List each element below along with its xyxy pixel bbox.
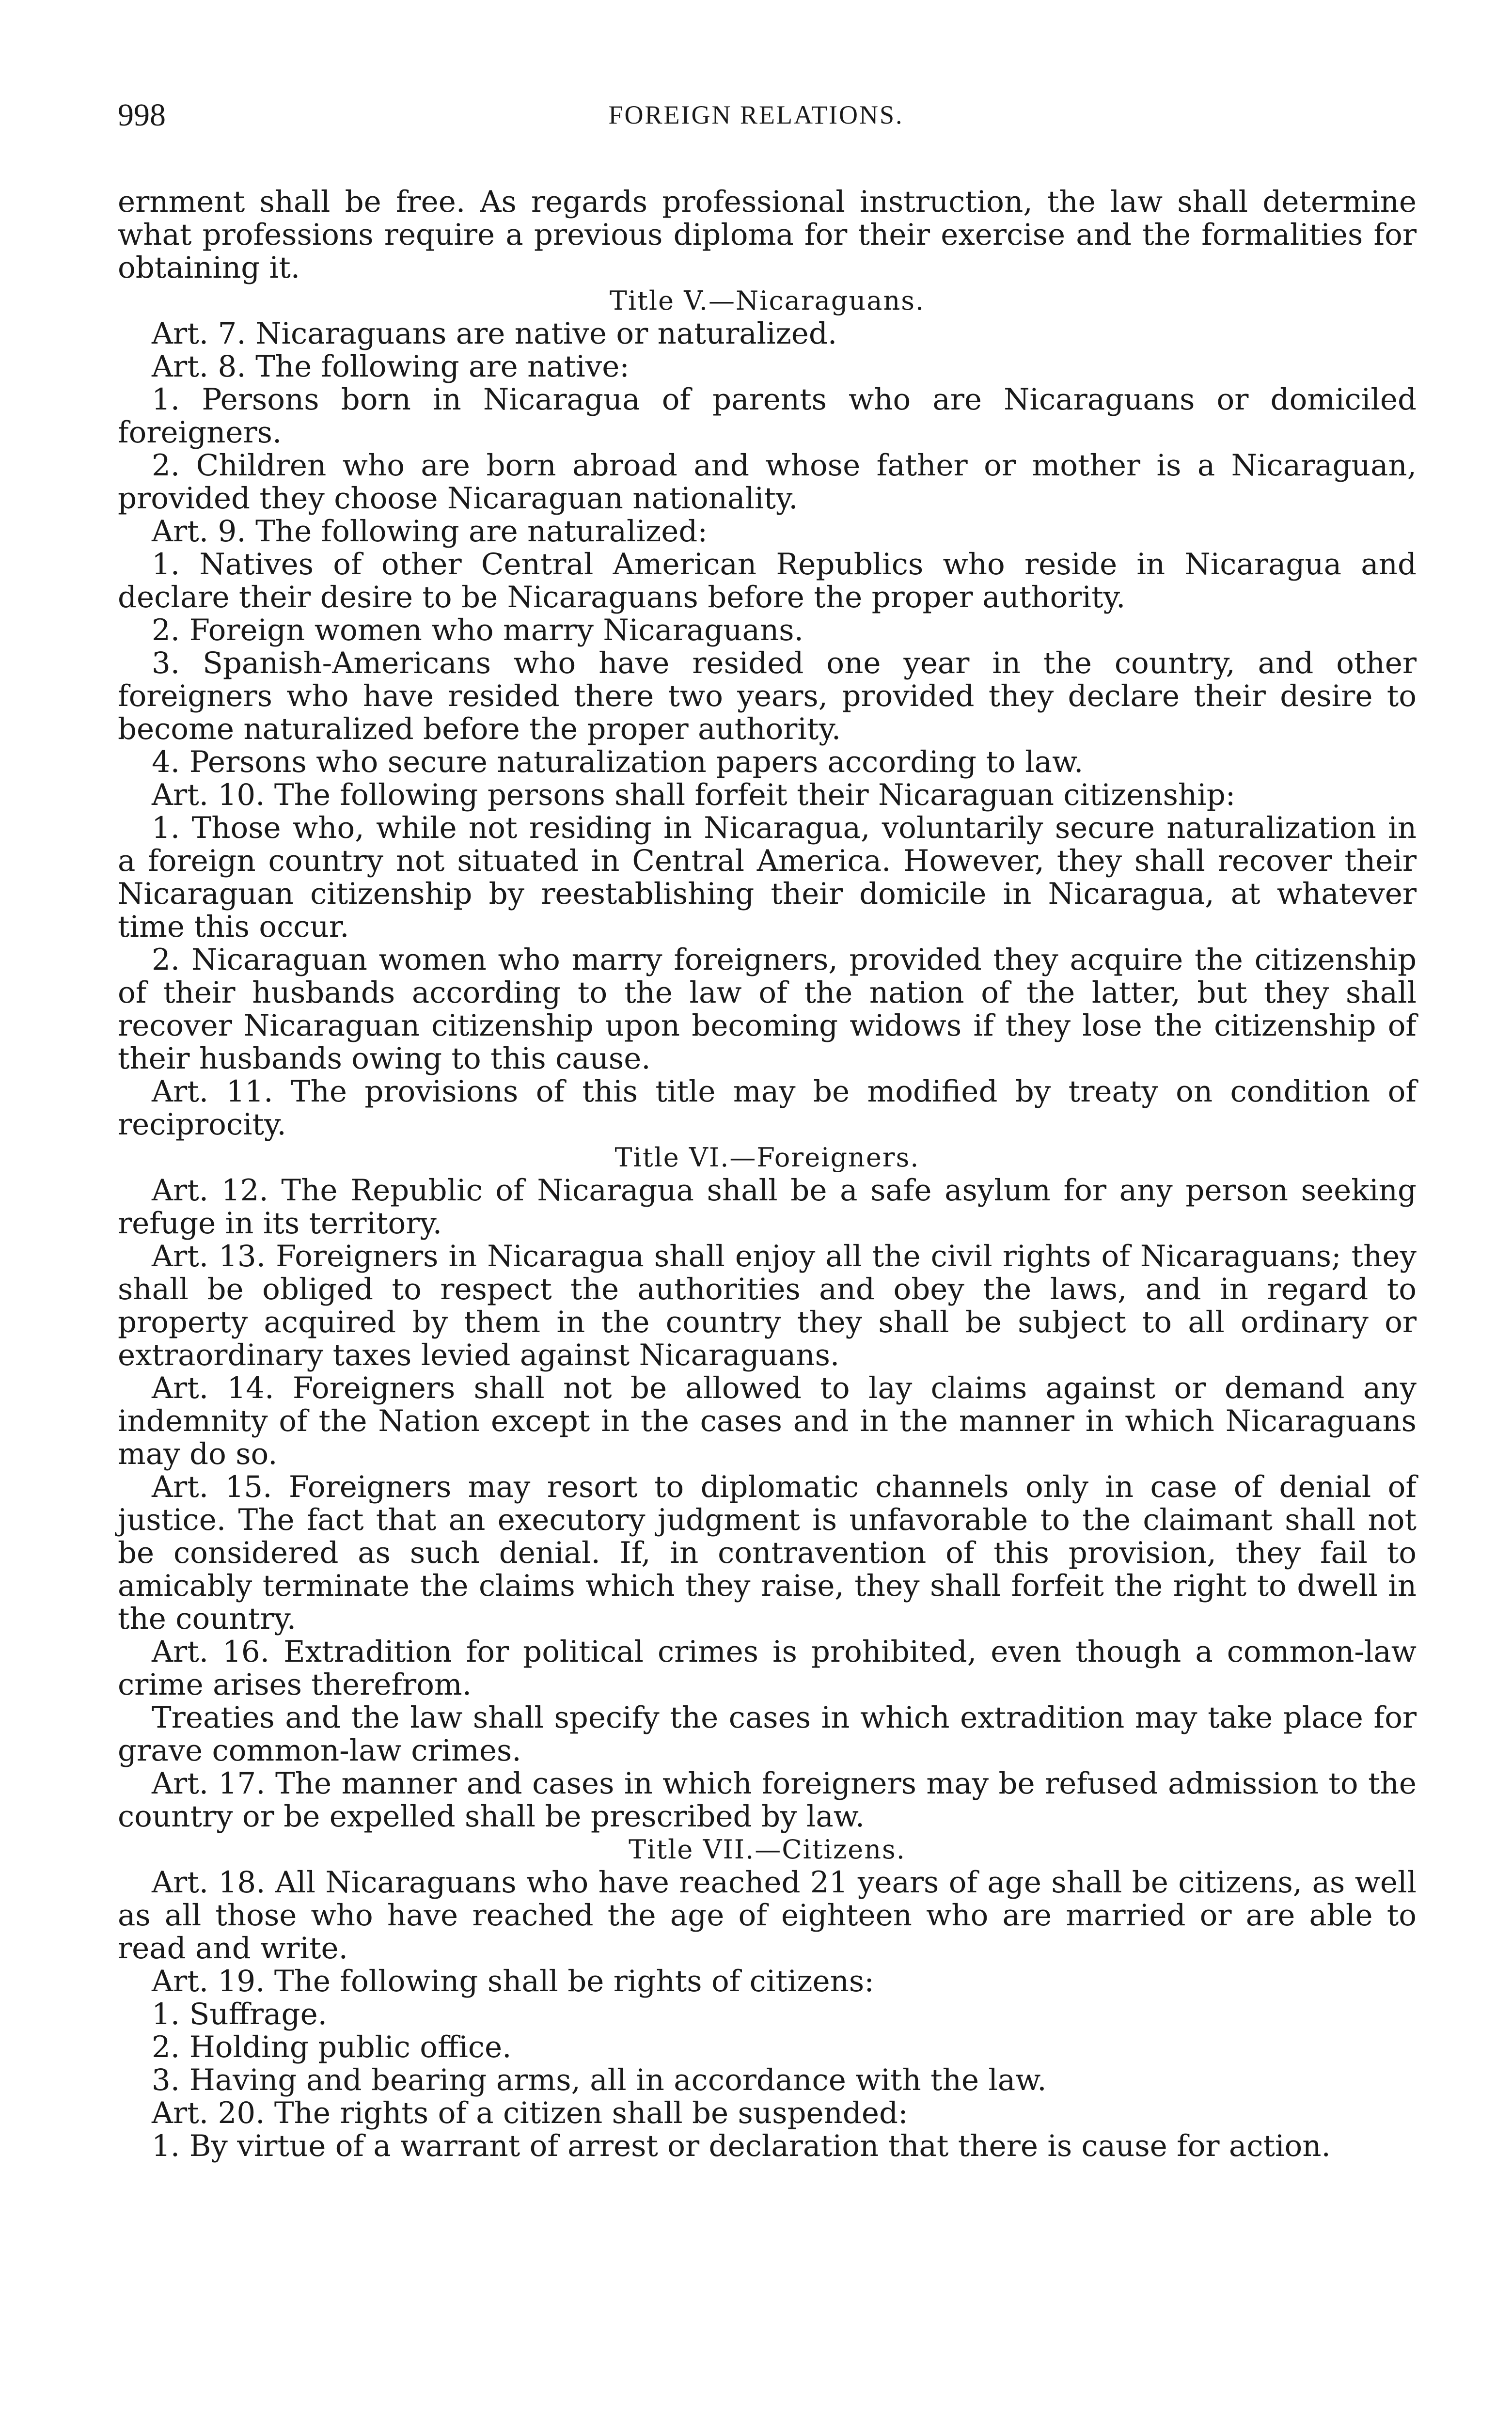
paragraph: 1. By virtue of a warrant of arrest or declaration that there is cause for action. [152, 2129, 1331, 2163]
paragraph: 2. Nicaraguan women who marry foreigners, provided they acquire the citizenship of their husbands according to the law of the nation of the latter, but they shall recover Nicaraguan citizenship upon becoming widows if they lose the citizenship of their husbands owing to this cause. [118, 943, 1417, 1076]
paragraph: Art. 19. The following shall be rights of citizens: [152, 1964, 874, 1998]
running-title: FOREIGN RELATIONS. [608, 100, 904, 129]
paragraph: 4. Persons who secure naturalization papers according to law. [152, 745, 1084, 779]
paragraph: Treaties and the law shall specify the cases in which extradition may take place for grave common-law crimes. [118, 1700, 1417, 1768]
paragraph: Art. 14. Foreigners shall not be allowed to lay claims against or demand any indemnity of the Nation except in the cases and in the manner in which Nicaraguans may do so. [118, 1371, 1417, 1471]
paragraph: Art. 9. The following are naturalized: [152, 514, 708, 549]
section-title: Title VII.—Citizens. [629, 1834, 906, 1865]
paragraph: Art. 7. Nicaraguans are native or naturalized. [152, 316, 837, 351]
paragraph: 1. Those who, while not residing in Nicaragua, voluntarily secure naturalization in a foreign country not situated in Central America. However, they shall recover their Nicaraguan citizenship by reestablishing their domicile in Nicaragua, at whatever time this occur. [118, 811, 1417, 944]
paragraph: 3. Spanish-Americans who have resided one year in the country, and other foreigners who have resided there two years, provided they declare their desire to become naturalized before the proper authority. [118, 646, 1417, 746]
paragraph: Art. 11. The provisions of this title may be modified by treaty on condition of reciprocity. [118, 1074, 1417, 1142]
continued-paragraph: ernment shall be free. As regards professional instruction, the law shall determine what professions require a previous diploma for their exercise and the formalities for obtaining it. [118, 185, 1417, 285]
page-header [118, 97, 1394, 141]
paragraph: Art. 10. The following persons shall forfeit their Nicaraguan citizenship: [152, 778, 1236, 812]
paragraph: 3. Having and bearing arms, all in accordance with the law. [152, 2063, 1047, 2097]
paragraph: Art. 20. The rights of a citizen shall be suspended: [152, 2096, 908, 2130]
paragraph: 2. Foreign women who marry Nicaraguans. [152, 613, 803, 647]
paragraph: 2. Children who are born abroad and whose father or mother is a Nicaraguan, provided they choose Nicaraguan nationality. [118, 448, 1417, 516]
paragraph: Art. 16. Extradition for political crimes is prohibited, even though a common-law crime arises therefrom. [118, 1635, 1417, 1702]
paragraph: Art. 17. The manner and cases in which foreigners may be refused admission to the country or be expelled shall be prescribed by law. [118, 1766, 1417, 1834]
paragraph: Art. 13. Foreigners in Nicaragua shall enjoy all the civil rights of Nicaraguans; they shall be obliged to respect the authorities and obey the laws, and in regard to property acquired by them in the country they shall be subject to all ordinary or extraordinary taxes levied against Nicaraguans. [118, 1239, 1417, 1372]
section-title: Title V.—Nicaraguans. [609, 285, 925, 316]
paragraph: 1. Suffrage. [152, 1997, 328, 2031]
page-number: 998 [118, 97, 166, 133]
paragraph: 1. Natives of other Central American Republics who reside in Nicaragua and declare their desire to be Nicaraguans before the proper authority. [118, 547, 1417, 614]
paragraph: Art. 8. The following are native: [152, 349, 630, 384]
paragraph: 1. Persons born in Nicaragua of parents who are Nicaraguans or domiciled foreigners. [118, 382, 1417, 450]
paragraph: Art. 18. All Nicaraguans who have reached 21 years of age shall be citizens, as well as all those who have reached the age of eighteen who are married or are able to read and write. [118, 1865, 1417, 1966]
paragraph: Art. 15. Foreigners may resort to diplomatic channels only in case of denial of justice. The fact that an executory judgment is unfavorable to the claimant shall not be considered as such denial. If, in contravention of this provision, they fail to amicably terminate the claims which they raise, they shall forfeit the right to dwell in the country. [118, 1470, 1417, 1636]
paragraph: 2. Holding public office. [152, 2030, 512, 2064]
section-title: Title VI.—Foreigners. [614, 1142, 920, 1173]
paragraph: Art. 12. The Republic of Nicaragua shall be a safe asylum for any person seeking refuge in its territory. [118, 1173, 1417, 1241]
page-body [118, 186, 1417, 2163]
